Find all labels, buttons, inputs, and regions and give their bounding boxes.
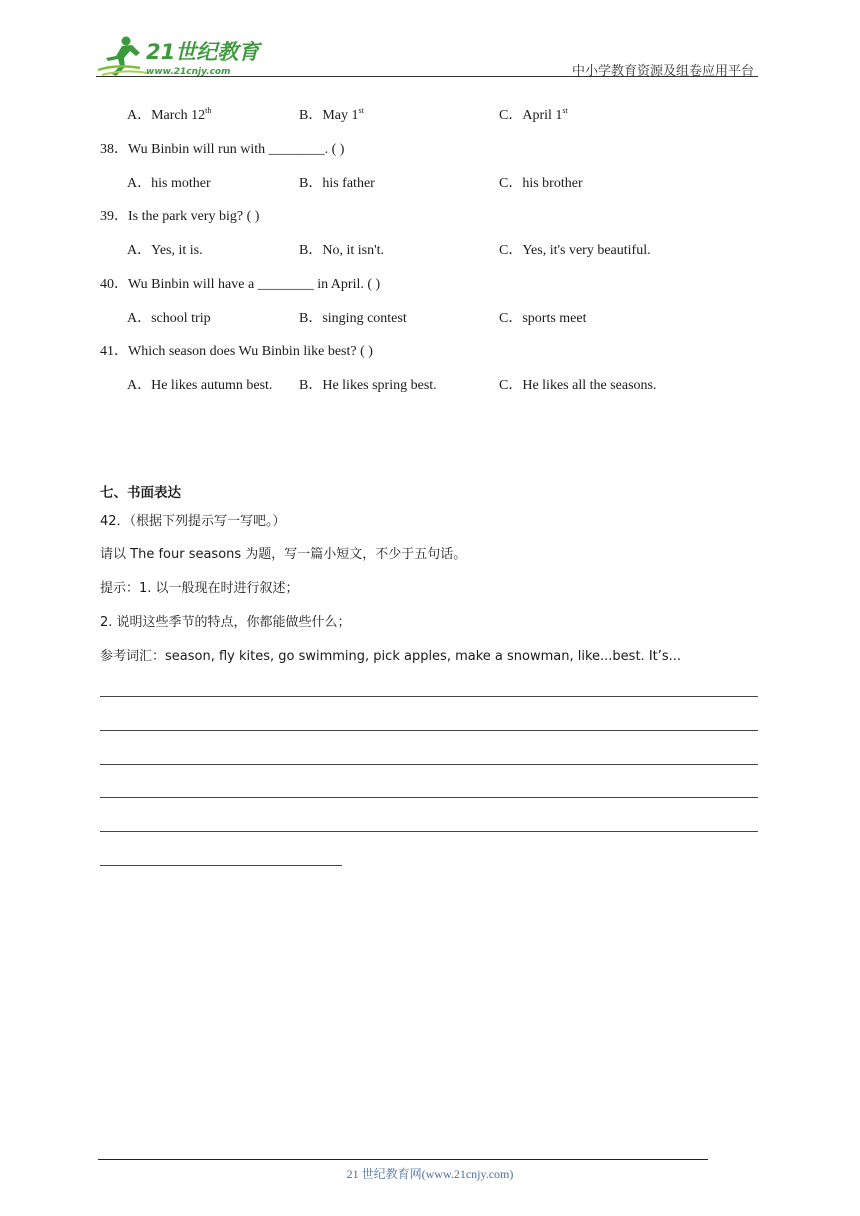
writing-line[interactable] [100, 865, 342, 866]
vocab-reference: 参考词汇：season, fly kites, go swimming, pick apples, make a snowman, like...best. It’s... [100, 649, 682, 664]
hint-1: 提示：1. 以一般现在时进行叙述； [100, 581, 299, 596]
site-logo [96, 34, 266, 78]
writing-line[interactable] [100, 797, 758, 798]
q40-option-a: A．school trip [127, 311, 211, 326]
writing-line[interactable] [100, 831, 758, 832]
section-title: 七、书面表达 [100, 485, 181, 501]
q41-option-b: B．He likes spring best. [299, 378, 437, 393]
runner-logo-icon [96, 34, 266, 78]
hint-2: 2. 说明这些季节的特点，你都能做些什么； [100, 615, 351, 630]
logo-text: 21世纪教育 [146, 40, 260, 64]
writing-line[interactable] [100, 696, 758, 697]
q39-option-c: C．Yes, it's very beautiful. [499, 243, 651, 258]
q38-option-c: C．his brother [499, 176, 583, 191]
q41-option-a: A．He likes autumn best. [127, 378, 273, 393]
q40-question: 40．Wu Binbin will have a ________ in April. ( ) [100, 277, 381, 292]
q39-option-b: B．No, it isn't. [299, 243, 384, 258]
q39-option-a: A．Yes, it is. [127, 243, 203, 258]
logo-url: www.21cnjy.com [146, 67, 231, 77]
writing-instruction: 请以 The four seasons 为题，写一篇小短文，不少于五句话。 [100, 547, 467, 562]
footer-text[interactable]: 21 世纪教育网(www.21cnjy.com) [346, 1167, 514, 1181]
writing-line[interactable] [100, 730, 758, 731]
q40-option-b: B．singing contest [299, 311, 407, 326]
q39-question: 39．Is the park very big? ( ) [100, 209, 260, 224]
q38-option-b: B．his father [299, 176, 375, 191]
q42-heading: 42．（根据下列提示写一写吧。） [100, 514, 286, 529]
header-divider [96, 76, 758, 77]
footer-divider [98, 1159, 708, 1160]
q41-question: 41．Which season does Wu Binbin like best? ( ) [100, 344, 373, 359]
header-platform-text: 中小学教育资源及组卷应用平台 [571, 64, 754, 79]
q38-option-a: A．his mother [127, 176, 211, 191]
q37-option-b: B．May 1st [299, 106, 364, 123]
q40-option-c: C．sports meet [499, 311, 587, 326]
writing-line[interactable] [100, 764, 758, 765]
q37-option-c: C．April 1st [499, 106, 568, 123]
q38-question: 38．Wu Binbin will run with ________. ( ) [100, 142, 345, 157]
q41-option-c: C．He likes all the seasons. [499, 378, 657, 393]
q37-option-a: A．March 12th [127, 106, 212, 123]
